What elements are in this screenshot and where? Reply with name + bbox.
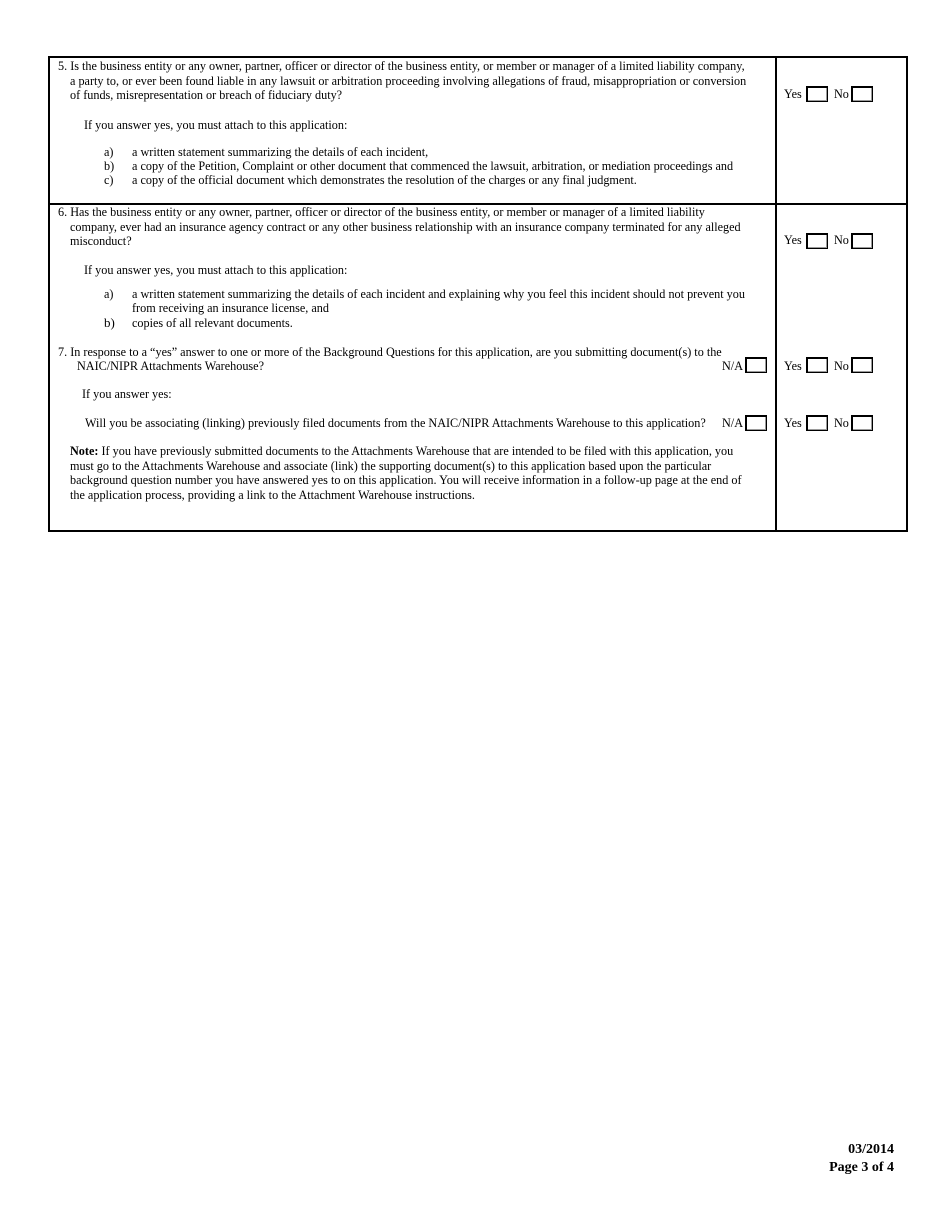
q7-no-label: No xyxy=(834,359,849,373)
q5-no-checkbox[interactable] xyxy=(851,86,873,102)
q7-no-checkbox[interactable] xyxy=(851,357,873,373)
q6-item-a-text-line2: from receiving an insurance license, and xyxy=(132,301,329,315)
q7-sub-na-label: N/A xyxy=(722,416,743,430)
q5-item-b-text: a copy of the Petition, Complaint or other document that commenced the lawsuit, arbitration, or mediation proceedings and xyxy=(132,159,734,173)
q7-question-line1: 7. In response to a “yes” answer to one or more of the Background Questions for this application, are you submitting document(s) to the xyxy=(58,345,722,359)
q6-no-label: No xyxy=(834,233,849,247)
q7-sub-no-label: No xyxy=(834,416,849,430)
q5-item-c-marker: c) xyxy=(104,173,114,187)
q5-item-a-marker: a) xyxy=(104,145,114,159)
q5-yes-checkbox[interactable] xyxy=(806,86,828,102)
q6-question-line2: company, ever had an insurance agency contract or any other business relationship with an insurance company terminated for any alleged xyxy=(70,219,741,234)
q6-no-checkbox[interactable] xyxy=(851,233,873,249)
q7-sub-yes-label: Yes xyxy=(784,416,802,430)
q5-question-line3: of funds, misrepresentation or breach of fiduciary duty? xyxy=(70,88,343,102)
q5-yes-label: Yes xyxy=(784,87,802,101)
q5-item-b-marker: b) xyxy=(104,159,115,173)
q6-item-a-marker: a) xyxy=(104,287,114,301)
q6-attach-intro: If you answer yes, you must attach to this application: xyxy=(84,263,348,277)
q7-note-line3: background question number you have answered yes to on this application. You will receive information in a follow-up page at the end of xyxy=(70,473,742,487)
q6-question-line3: misconduct? xyxy=(70,234,132,248)
q7-note-line2: must go to the Attachments Warehouse and associate (link) the supporting document(s) to this application based upon the particular xyxy=(70,458,712,473)
q7-note-line1 xyxy=(70,444,767,459)
q7-na-label: N/A xyxy=(722,359,743,373)
q6-item-b-text: copies of all relevant documents. xyxy=(132,316,293,330)
q5-item-c-text: a copy of the official document which demonstrates the resolution of the charges or any final judgment. xyxy=(132,173,637,187)
q6-yes-checkbox[interactable] xyxy=(806,233,828,249)
q7-note-text-line1: If you have previously submitted documents to the Attachments Warehouse that are intended to be filed with this application, you xyxy=(101,444,734,458)
q7-note-label: Note: xyxy=(70,444,99,458)
q7-question-line2: NAIC/NIPR Attachments Warehouse? xyxy=(77,359,264,373)
q7-yes-checkbox[interactable] xyxy=(806,357,828,373)
q6-yes-label: Yes xyxy=(784,233,802,247)
q5-question-line2: a party to, or ever been found liable in any lawsuit or arbitration proceeding involving allegations of fraud, misappropriation or conversion xyxy=(70,73,747,88)
q7-yes-label: Yes xyxy=(784,359,802,373)
q7-sub-no-checkbox[interactable] xyxy=(851,415,873,431)
q5-attach-intro: If you answer yes, you must attach to this application: xyxy=(84,118,348,132)
q6-item-b-marker: b) xyxy=(104,315,115,330)
footer-page-number: Page 3 of 4 xyxy=(829,1160,894,1175)
q7-sub-yes-checkbox[interactable] xyxy=(806,415,828,431)
q6-question-line1: 6. Has the business entity or any owner, partner, officer or director of the business entity, or member or manager of a limited liability xyxy=(58,205,705,219)
q7-na-checkbox[interactable] xyxy=(745,357,767,373)
q6-item-a-text-line1: a written statement summarizing the details of each incident and explaining why you feel this incident should not prevent you xyxy=(132,287,745,301)
q7-sub-na-checkbox[interactable] xyxy=(745,415,767,431)
q5-no-label: No xyxy=(834,87,849,101)
q5-question-line1: 5. Is the business entity or any owner, partner, officer or director of the business entity, or member or manager of a limited liability company, xyxy=(58,59,745,73)
q7-sub-question: Will you be associating (linking) previously filed documents from the NAIC/NIPR Attachments Warehouse to this application? xyxy=(85,416,706,430)
q7-if-yes: If you answer yes: xyxy=(82,387,172,401)
footer-date: 03/2014 xyxy=(848,1142,894,1157)
column-divider xyxy=(775,58,777,530)
q5-item-a-text: a written statement summarizing the details of each incident, xyxy=(132,145,429,159)
q7-note-line4: the application process, providing a link to the Attachment Warehouse instructions. xyxy=(70,487,475,502)
